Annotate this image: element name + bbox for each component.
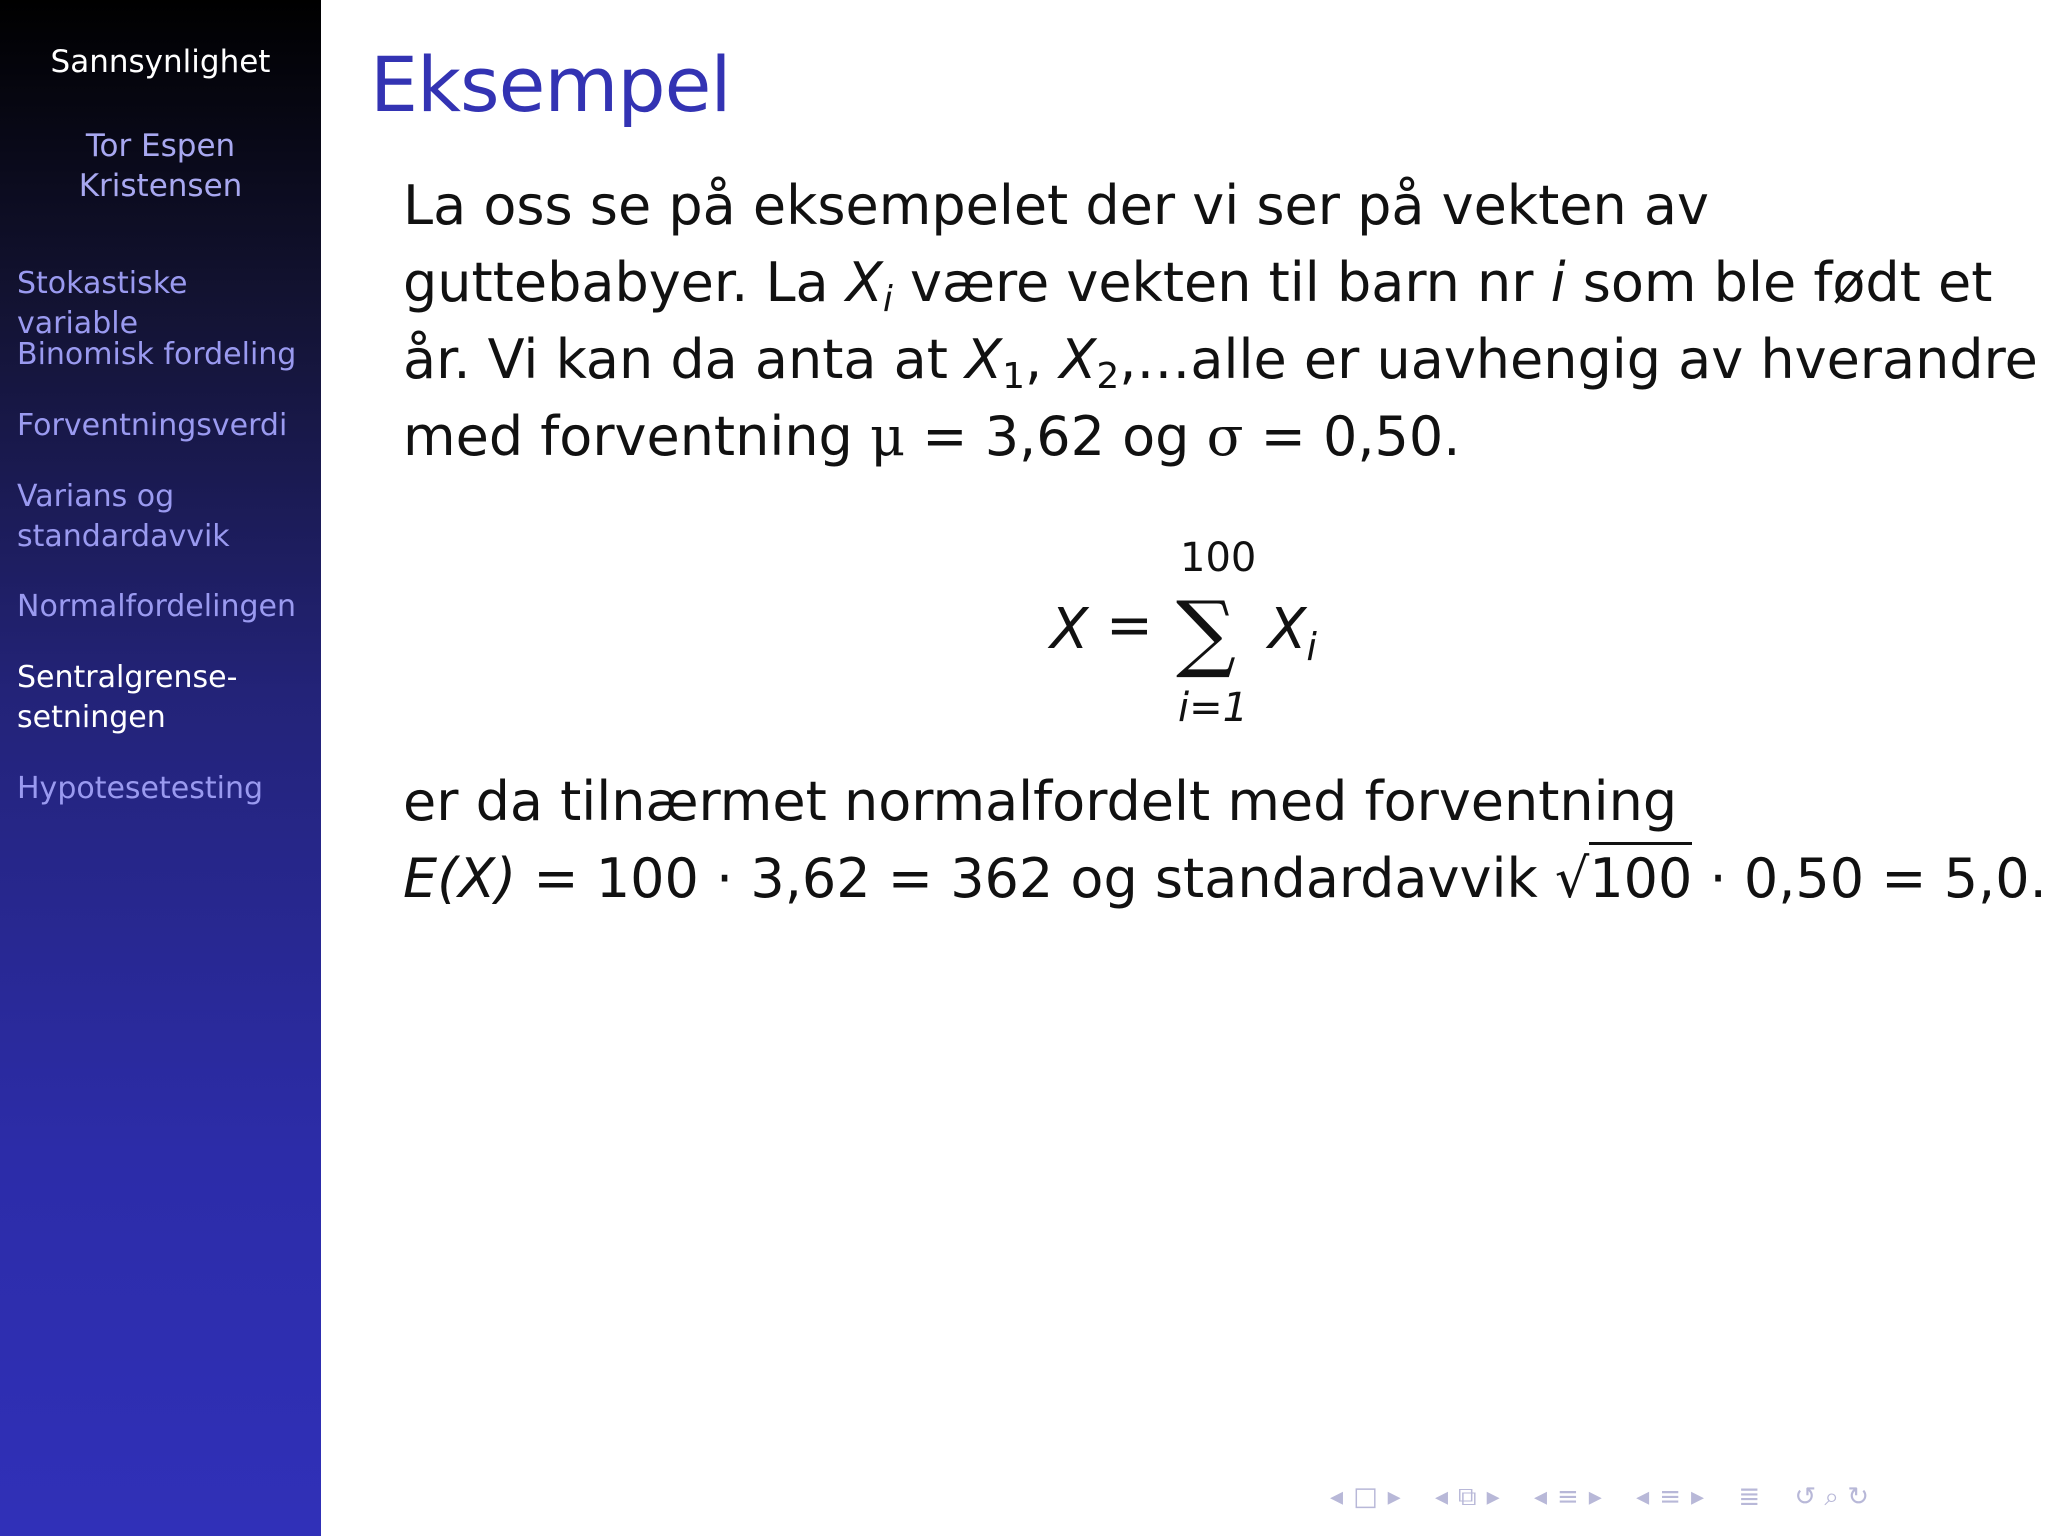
sidebar-item-normalfordelingen[interactable]: [17, 587, 317, 627]
sidebar-item-label: Normalfordelingen: [17, 589, 296, 624]
nav-section-icon[interactable]: ≡: [1557, 1482, 1579, 1512]
sidebar-item-label: Varians og: [17, 479, 175, 514]
math-var: i: [1550, 251, 1566, 314]
math-sub: i: [1306, 625, 1317, 669]
paragraph-line: La oss se på eksempelet der vi ser på vekten av: [403, 174, 1709, 237]
nav-section-icon[interactable]: ≡: [1659, 1482, 1681, 1512]
text: = 100 · 3,62 = 362 og standardavvik: [516, 847, 1555, 910]
presentation-title[interactable]: Sannsynlighet: [50, 44, 271, 80]
math-sub: 2: [1096, 356, 1120, 397]
sidebar-item-hypotesetesting[interactable]: [17, 769, 317, 809]
text: år. Vi kan da anta at: [403, 328, 966, 391]
text: med forventning: [403, 405, 870, 468]
sidebar-item-forventningsverdi[interactable]: [17, 406, 317, 446]
text: · 0,50 = 5,0.: [1692, 847, 2047, 910]
text: 0,50.: [1323, 405, 1461, 468]
sidebar-item-label: Hypotesetesting: [17, 771, 264, 806]
sum-lower-limit: [1178, 685, 1248, 731]
sidebar-item-label: Sentralgrense-: [17, 660, 238, 695]
sqrt-radicand: 100: [1589, 842, 1692, 910]
text: som ble født et: [1565, 251, 1993, 314]
formula-rhs: [1268, 597, 1317, 669]
math-var: X: [845, 251, 883, 314]
nav-next-icon[interactable]: ▸: [1387, 1482, 1401, 1512]
sidebar-item-binomisk-fordeling[interactable]: [17, 335, 317, 375]
sqrt-symbol: √: [1554, 847, 1590, 910]
nav-next-icon[interactable]: ▸: [1588, 1482, 1602, 1512]
sidebar-item-label: Stokastiske variable: [17, 266, 188, 341]
sum-lower-text: i=1: [1178, 685, 1249, 731]
math-op: =: [905, 405, 985, 468]
paragraph-line: [403, 398, 2038, 475]
beamer-navigation-bar: [1330, 1482, 1879, 1512]
intro-paragraph: [403, 167, 2038, 475]
sidebar-item-varians-og-standardavvik[interactable]: [17, 477, 317, 557]
sidebar-item-sentralgrensesetningen[interactable]: [17, 658, 317, 738]
math-var: X: [1268, 597, 1307, 662]
math-var: X: [1059, 328, 1097, 391]
text: være vekten til barn nr: [892, 251, 1551, 314]
nav-all-icon[interactable]: ≣: [1738, 1482, 1761, 1512]
nav-frame-icon[interactable]: □: [1353, 1482, 1378, 1512]
math-sigma: σ: [1206, 405, 1244, 468]
author-name[interactable]: [0, 126, 321, 206]
paragraph-line: [403, 244, 2038, 321]
sum-formula: [1050, 535, 1350, 735]
nav-prev-icon[interactable]: ◂: [1434, 1482, 1449, 1512]
text: ,: [1025, 328, 1060, 391]
paragraph-line: [403, 321, 2038, 398]
sidebar-item-label: Binomisk fordeling: [17, 337, 297, 372]
sidebar-item-label: setningen: [17, 700, 166, 735]
text: guttebabyer. La: [403, 251, 846, 314]
math-op: =: [1243, 405, 1324, 468]
author-line-1: Tor Espen: [85, 128, 236, 164]
math-sub: i: [882, 279, 893, 320]
sidebar: [0, 0, 321, 1536]
sidebar-item-label: standardavvik: [17, 519, 230, 554]
nav-prev-icon[interactable]: ◂: [1636, 1482, 1650, 1512]
text: 3,62: [984, 405, 1105, 468]
nav-subsection-icon[interactable]: ⧉: [1458, 1482, 1477, 1512]
formula-lhs: X: [1050, 597, 1089, 662]
nav-next-icon[interactable]: ▸: [1690, 1482, 1705, 1512]
formula-equals: =: [1106, 593, 1153, 658]
conclusion-paragraph: [403, 763, 2047, 917]
nav-search-icon[interactable]: ↺ ⌕ ↻: [1794, 1482, 1870, 1512]
author-line-2: Kristensen: [78, 168, 243, 204]
math-sub: 1: [1002, 356, 1026, 397]
nav-prev-icon[interactable]: ◂: [1533, 1482, 1547, 1512]
sidebar-item-label: Forventningsverdi: [17, 408, 288, 443]
sum-symbol: ∑: [1176, 583, 1236, 681]
paragraph-line: er da tilnærmet normalfordelt med forventning: [403, 770, 1678, 833]
text: og: [1104, 405, 1207, 468]
nav-prev-icon[interactable]: ◂: [1330, 1482, 1344, 1512]
sidebar-item-stokastiske-variable[interactable]: [17, 264, 317, 344]
slide-title: Eksempel: [370, 40, 731, 129]
paragraph-line: [403, 840, 2047, 917]
math-expectation: E(X): [403, 847, 517, 910]
nav-next-icon[interactable]: ▸: [1486, 1482, 1500, 1512]
math-var: X: [965, 328, 1003, 391]
sum-upper-limit: 100: [1180, 535, 1257, 581]
math-mu: μ: [870, 405, 906, 468]
text: ,…alle er uavhengig av hverandre: [1119, 328, 2038, 391]
